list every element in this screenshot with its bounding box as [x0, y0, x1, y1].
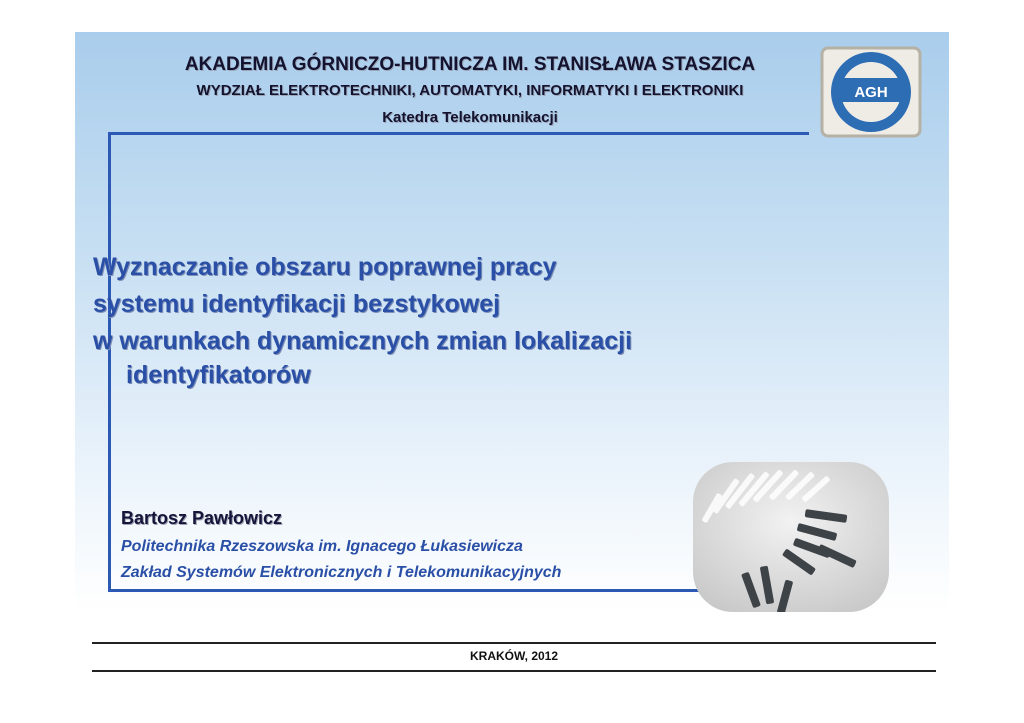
agh-logo-text: AGH — [854, 84, 888, 101]
author-name: Bartosz Pawłowicz — [121, 508, 283, 528]
presentation-title — [93, 249, 632, 390]
footer-bottom-rule — [92, 670, 936, 672]
title-line-3: w warunkach dynamicznych zmian lokalizacji — [93, 327, 633, 355]
university-name: AKADEMIA GÓRNICZO-HUTNICZA IM. STANISŁAWA STASZICA — [184, 54, 756, 75]
frame-bottom-line — [108, 589, 728, 592]
title-slide — [75, 32, 949, 612]
title-line-1: Wyznaczanie obszaru poprawnej pracy — [93, 253, 557, 281]
rfid-tags-photo — [685, 454, 895, 612]
author-affiliation-university: Politechnika Rzeszowska im. Ignacego Łukasiewicza — [121, 538, 523, 555]
department-name: Katedra Telekomunikacji — [382, 109, 558, 126]
faculty-name: WYDZIAŁ ELEKTROTECHNIKI, AUTOMATYKI, INFORMATYKI I ELEKTRONIKI — [196, 82, 744, 99]
title-line-4: identyfikatorów — [126, 361, 311, 389]
agh-logo — [820, 46, 922, 138]
frame-top-line — [108, 132, 809, 135]
title-line-2: systemu identyfikacji bezstykowej — [93, 290, 501, 318]
footer-place-year: KRAKÓW, 2012 — [469, 649, 559, 663]
footer-top-rule — [92, 642, 936, 644]
author-affiliation-department: Zakład Systemów Elektronicznych i Telekomunikacyjnych — [121, 564, 562, 581]
